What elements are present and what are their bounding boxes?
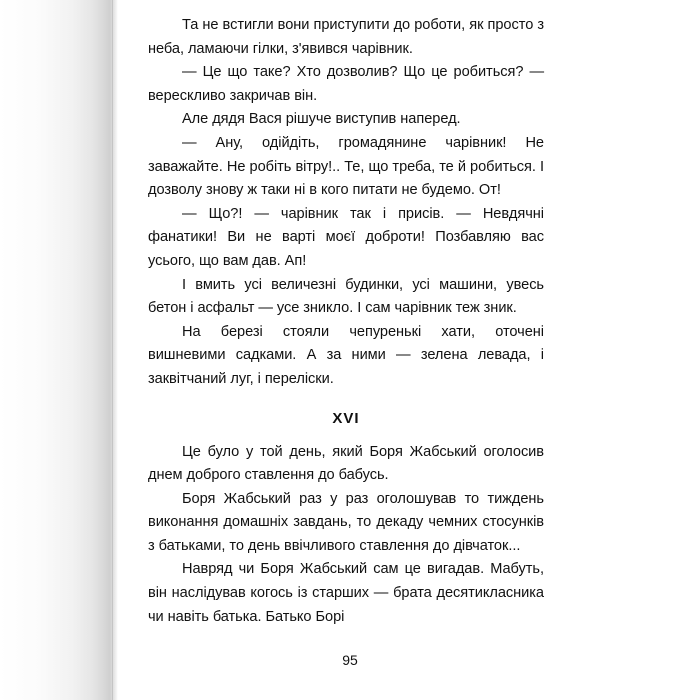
page-gutter-shading: [0, 0, 118, 700]
paragraph: Це було у той день, який Боря Жабський оголосив днем доброго ставлення до бабусь.: [148, 443, 544, 484]
paragraph: — Ану, одійдіть, громадянине чарівник! Не заважайте. Не робіть вітру!.. Те, що треба, те й робиться. І дозволу знову ж таки ні в кого питати не будемо. От!: [148, 134, 544, 199]
paragraph: На березі стояли чепуренькі хати, оточені вишневими садками. А за ними — зелена левада, і заквітчаний луг, і переліски.: [148, 323, 544, 387]
paragraph: Навряд чи Боря Жабський сам це вигадав. Мабуть, він наслідував когось із старших — брата десятикласника чи навіть батька. Батько Борі: [148, 561, 544, 625]
paragraph: Та не встигли вони приступити до роботи, як просто з неба, ламаючи гілки, з'явився чарівник.: [148, 17, 544, 57]
paragraph: І вмить усі величезні будинки, усі машини, увесь бетон і асфальт — усе зникло. І сам чарівник теж зник.: [148, 276, 544, 317]
page-text-column: [148, 14, 544, 629]
paragraph: Але дядя Вася рішуче виступив наперед.: [182, 111, 461, 128]
page-number: 95: [342, 652, 358, 668]
chapter-heading: XVI: [332, 409, 360, 427]
paragraph: Боря Жабський раз у раз оголошував то тиждень виконання домашніх завдань, то декаду чемних стосунків з батьками, то день ввічливого ставлення до дівчаток...: [148, 490, 544, 554]
paragraph: — Це що таке? Хто дозволив? Що це робиться? — верескливо закричав він.: [148, 64, 544, 104]
page-gutter-edge: [112, 0, 113, 700]
paragraph: — Що?! — чарівник так і присів. — Невдячні фанатики! Ви не варті моєї доброти! Позбавляю вас усього, що вам дав. Ап!: [148, 205, 544, 269]
